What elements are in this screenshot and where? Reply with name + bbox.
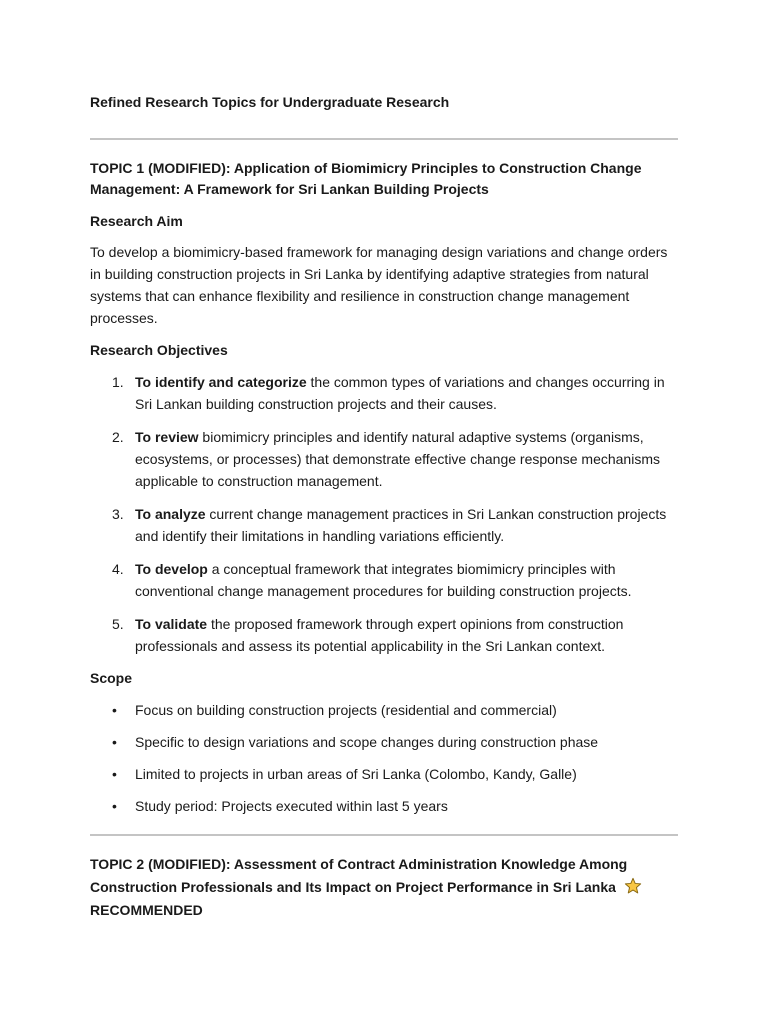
objective-item xyxy=(90,558,678,602)
objective-number: 5. xyxy=(112,616,124,632)
objective-text: biomimicry principles and identify natural adaptive systems (organisms, ecosystems, or processes) that demonstrate effective change response mechanisms applicable to construction management. xyxy=(135,429,660,489)
star-icon xyxy=(624,877,642,895)
document-title: Refined Research Topics for Undergraduate Research xyxy=(90,94,450,110)
scope-item xyxy=(90,699,678,721)
objective-number: 4. xyxy=(112,561,124,577)
objective-lead: To develop xyxy=(135,561,208,577)
objective-text: a conceptual framework that integrates biomimicry principles with conventional change management procedures for building construction projects. xyxy=(135,561,632,599)
bullet-icon: • xyxy=(112,734,117,750)
objective-text: the common types of variations and changes occurring in Sri Lankan building construction projects and their causes. xyxy=(135,374,665,412)
research-aim-heading: Research Aim xyxy=(90,213,183,229)
scope-item xyxy=(90,763,678,785)
objective-text: the proposed framework through expert opinions from construction professionals and assess its potential applicability in the Sri Lankan context. xyxy=(135,616,624,654)
topic-2-heading-text: TOPIC 2 (MODIFIED): Assessment of Contract Administration Knowledge Among Construction Professionals and Its Impact on Project Performance in Sri Lanka xyxy=(90,856,628,895)
objective-item xyxy=(90,426,678,492)
objective-number: 1. xyxy=(112,374,124,390)
objective-lead: To validate xyxy=(135,616,208,632)
divider xyxy=(90,138,678,140)
scope-item-text: Focus on building construction projects (residential and commercial) xyxy=(135,702,557,718)
scope-heading: Scope xyxy=(90,670,133,686)
objective-number: 2. xyxy=(112,429,124,445)
objective-item xyxy=(90,613,678,657)
objective-lead: To review xyxy=(135,429,199,445)
scope-item-text: Specific to design variations and scope changes during construction phase xyxy=(135,734,599,750)
divider xyxy=(90,834,678,836)
objective-item xyxy=(90,503,678,547)
objective-item xyxy=(90,371,678,415)
scope-list xyxy=(90,699,678,817)
bullet-icon: • xyxy=(112,702,117,718)
document-page xyxy=(90,92,678,922)
objective-text: current change management practices in Sri Lankan construction projects and identify their limitations in handling variations efficiently. xyxy=(135,506,667,544)
topic-1-heading: TOPIC 1 (MODIFIED): Application of Biomimicry Principles to Construction Change Management: A Framework for Sri Lankan Building Projects xyxy=(90,160,642,197)
objective-lead: To analyze xyxy=(135,506,206,522)
bullet-icon: • xyxy=(112,766,117,782)
objective-number: 3. xyxy=(112,506,124,522)
scope-item xyxy=(90,795,678,817)
recommended-badge: RECOMMENDED xyxy=(90,902,203,918)
topic-2-heading xyxy=(90,853,678,922)
scope-item-text: Limited to projects in urban areas of Sri Lanka (Colombo, Kandy, Galle) xyxy=(135,766,577,782)
scope-item xyxy=(90,731,678,753)
bullet-icon: • xyxy=(112,798,117,814)
research-aim-text: To develop a biomimicry-based framework for managing design variations and change orders in building construction projects in Sri Lanka by identifying adaptive strategies from natural systems that can enhance flexibility and resilience in construction change management processes. xyxy=(90,244,668,326)
objective-lead: To identify and categorize xyxy=(135,374,307,390)
research-objectives-heading: Research Objectives xyxy=(90,342,228,358)
objectives-list xyxy=(90,371,678,657)
scope-item-text: Study period: Projects executed within last 5 years xyxy=(135,798,448,814)
